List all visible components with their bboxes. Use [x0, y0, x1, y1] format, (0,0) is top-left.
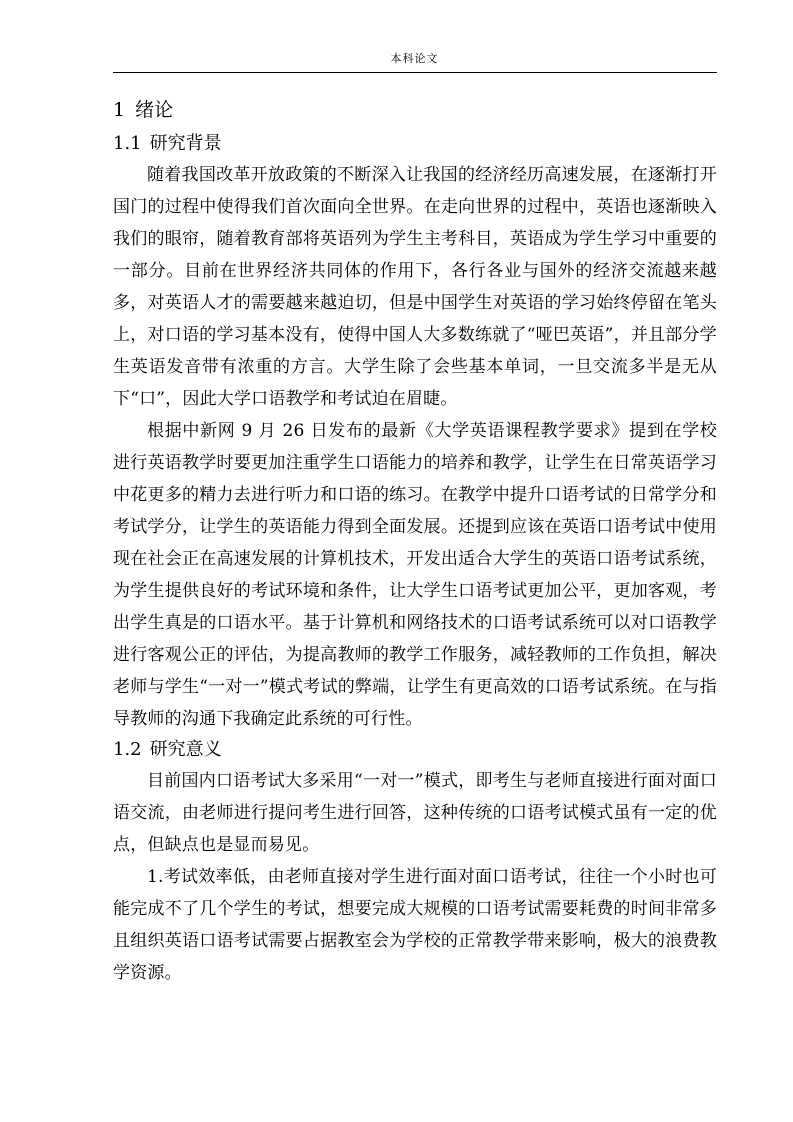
section-number: 1.2	[113, 739, 142, 760]
header-rule	[113, 72, 717, 73]
paragraph: 根据中新网 9 月 26 日发布的最新《大学英语课程教学要求》提到在学校进行英语教学时要更加注重学生口语能力的培养和教学，让学生在日常英语学习中花更多的精力去进行听力和口语的练习。在教学中提升口语考试的日常学分和考试学分，让学生的英语能力得到全面发展。还提到应该在英语口语考试中使用现在社会正在高速发展的计算机技术，开发出适合大学生的英语口语考试系统，为学生提供良好的考试环境和条件，让大学生口语考试更加公平，更加客观，考出学生真是的口语水平。基于计算机和网络技术的口语考试系统可以对口语教学进行客观公正的评估，为提高教师的教学工作服务，减轻教师的工作负担，解决老师与学生“一对一”模式考试的弊端，让学生有更高效的口语考试系统。在与指导教师的沟通下我确定此系统的可行性。	[113, 421, 717, 729]
running-header: 本科论文	[390, 52, 439, 65]
chapter-heading	[113, 95, 717, 125]
section-number: 1.1	[113, 133, 142, 154]
paragraph: 随着我国改革开放政策的不断深入让我国的经济经历高速发展，在逐渐打开国门的过程中使得我们首次面向全世界。在走向世界的过程中，英语也逐渐映入我们的眼帘，随着教育部将英语列为学生主考科目，英语成为学生学习中重要的一部分。目前在世界经济共同体的作用下，各行各业与国外的经济交流越来越多，对英语人才的需要越来越迫切，但是中国学生对英语的学习始终停留在笔头上，对口语的学习基本没有，使得中国人大多数练就了“哑巴英语”，并且部分学生英语发音带有浓重的方言。大学生除了会些基本单词，一旦交流多半是无从下“口”，因此大学口语教学和考试迫在眉睫。	[113, 165, 717, 409]
section-heading-1-2	[113, 735, 717, 765]
section-title: 研究背景	[149, 133, 222, 154]
section-heading-1-1	[113, 129, 717, 159]
paragraph: 目前国内口语考试大多采用“一对一”模式，即考生与老师直接进行面对面口语交流，由老师进行提问考生进行回答，这种传统的口语考试模式虽有一定的优点，但缺点也是显而易见。	[113, 771, 717, 855]
chapter-title: 绪论	[135, 99, 174, 121]
chapter-number: 1	[113, 99, 126, 121]
paragraph: 1.考试效率低，由老师直接对学生进行面对面口语考试，往往一个小时也可能完成不了几个学生的考试，想要完成大规模的口语考试需要耗费的时间非常多且组织英语口语考试需要占据教室会为学校的正常教学带来影响，极大的浪费教学资源。	[113, 867, 717, 983]
page-content	[113, 95, 717, 989]
section-title: 研究意义	[149, 739, 222, 760]
